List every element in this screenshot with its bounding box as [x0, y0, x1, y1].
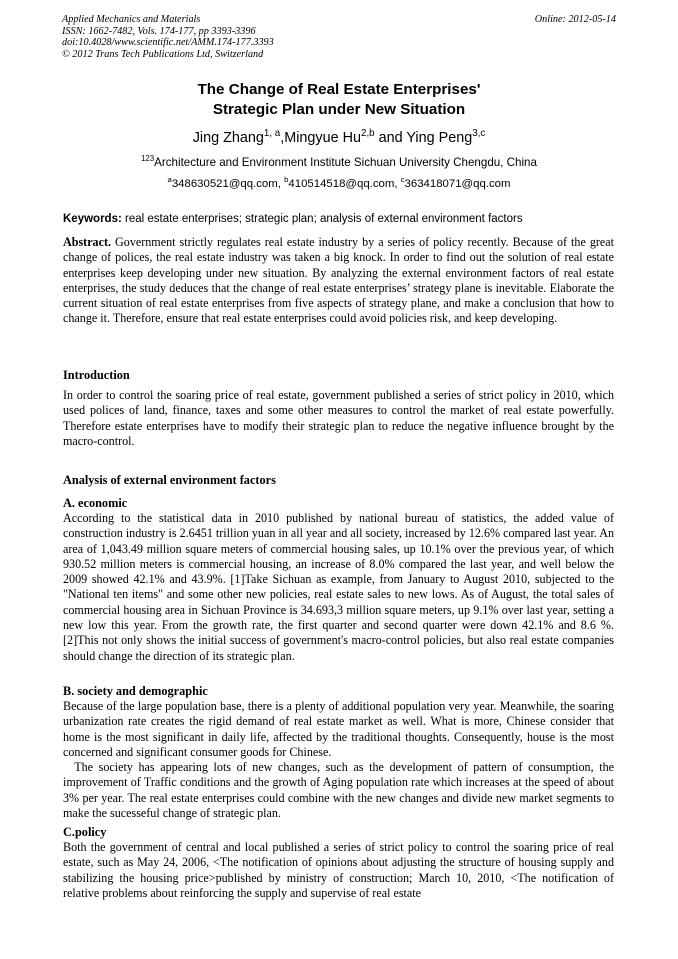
issn-line: ISSN: 1662-7482, Vols. 174-177, pp 3393-3396: [62, 25, 256, 37]
email-a[interactable]: 348630521@qq.com,: [171, 178, 285, 190]
policy-text: [63, 840, 614, 901]
author-2-affil: 2,b: [361, 128, 375, 140]
email-b-sup: b: [284, 175, 289, 185]
author-2: ,Mingyue Hu: [280, 130, 362, 146]
title-line-1: The Change of Real Estate Enterprises': [197, 81, 481, 98]
title-line-2: Strategic Plan under New Situation: [212, 100, 466, 118]
author-3: and Ying Peng: [374, 130, 473, 146]
abstract: [63, 235, 614, 327]
author-emails: [62, 177, 616, 191]
paper-title: [62, 80, 616, 119]
affiliation-text: Architecture and Environment Institute Sichuan University Chengdu, China: [154, 156, 537, 169]
author-1-affil: 1, a: [263, 128, 281, 140]
affiliation-sup: 123: [141, 154, 155, 164]
abstract-text: Government strictly regulates real estate industry by a series of policy recently. Because of the great change of polices, the real estate industry was taken a big knock. In order to find out the solution of real estate enterprises keep developing under new situation. By analyzing the external environment factors of real estate enterprises, the study deduces that the change of real estate enterprises’ strategy plane is inevitable. Elaborate the current situation of real estate enterprises from five aspects of strategy plane, and make a conclusion that how to change it. Therefore, ensure that real estate enterprises could avoid policies risk, and keep developing.: [63, 235, 614, 326]
keywords-label: Keywords:: [63, 213, 122, 225]
introduction-text: [63, 388, 614, 449]
journal-name: Applied Mechanics and Materials: [62, 14, 201, 25]
keywords: [63, 212, 619, 226]
email-c-sup: c: [400, 175, 405, 185]
doi-line: doi:10.4028/www.scientific.net/AMM.174-177.3393: [62, 37, 274, 48]
author-3-affil: 3,c: [472, 128, 486, 140]
author-1: Jing Zhang: [192, 130, 264, 146]
email-c[interactable]: 363418071@qq.com: [404, 178, 511, 190]
online-date: Online: 2012-05-14: [534, 14, 616, 25]
society-heading: B. society and demographic: [63, 684, 208, 698]
society-paragraph-1: Because of the large population base, there is a plenty of additional population very year. Meanwhile, the soaring urbanization rate creates the rigid demand of real estate market as well. What is more, Chinese consider that home is the most significant in daily life, affected by the traditional thoughts. Consequently, house is the most concerned and significant consumer goods for Chinese.: [63, 699, 614, 759]
author-list: [62, 129, 616, 147]
introduction-heading: Introduction: [63, 368, 130, 382]
economic-paragraph: According to the statistical data in 2010 published by national bureau of statistics, the added value of construction industry is 2.6451 trillion yuan in all year and all society, increased by 12.6% compared last year. An area of 1,043.49 million square meters of commercial housing sales, up 10.1% over the previous year, of which 930.52 million meters is commercial housing, an increase of 8.0% compared the last year, and well below the 2009 showed 42.1% and 43.9%. [1]Take Sichuan as example, from January to August 2010, subjected to the "National ten items" and some other new policies, real estate sales to new lows. As of August, the total sales of commercial housing area in Sichuan Province is 34.693,3 million square meters, up 9.1% over last year, setting a new low this year. From the growth rate, the first quarter and second quarter were down 42.1% and 8.6 %. [2]This not only shows the initial success of government's macro-control policies, but also real estate companies should change the direction of its strategic plan.: [63, 511, 614, 663]
policy-heading: C.policy: [63, 825, 107, 839]
copyright-line: © 2012 Trans Tech Publications Ltd, Switzerland: [62, 48, 264, 60]
keywords-text: real estate enterprises; strategic plan; analysis of external environment factors: [121, 213, 523, 225]
email-a-sup: a: [167, 175, 172, 185]
economic-heading: A. economic: [63, 496, 128, 510]
introduction-paragraph: In order to control the soaring price of real estate, government published a series of strict policy in 2010, which used polices of land, finance, taxes and some other measures to control the market of real estate powerfully. Therefore estate enterprises have to modify their strategic plan to reduce the negative influence brought by the macro-control.: [63, 388, 614, 448]
economic-text: [63, 511, 614, 664]
abstract-label: Abstract.: [63, 235, 112, 249]
affiliation: [62, 156, 616, 170]
journal-header: [62, 14, 616, 60]
email-b[interactable]: 410514518@qq.com,: [288, 178, 401, 190]
policy-paragraph: Both the government of central and local published a series of strict policy to control the soaring price of real estate, such as May 24, 2006, <The notification of opinions about adjusting the structure of housing supply and stabilizing the housing price>published by ministry of construction; March 10, 2010, <The notification of relative problems about reinforcing the supply and supervise of real estate: [63, 840, 614, 900]
society-text: [63, 699, 618, 821]
society-paragraph-2: The society has appearing lots of new changes, such as the development of pattern of consumption, the improvement of Traffic conditions and the growth of Aging population rate which increases at the speed of about 3% per year. The real estate enterprises could combine with the new changes and divide new market segments to make the sucesseful change of strategic plan.: [63, 760, 618, 821]
analysis-heading: Analysis of external environment factors: [63, 473, 276, 487]
